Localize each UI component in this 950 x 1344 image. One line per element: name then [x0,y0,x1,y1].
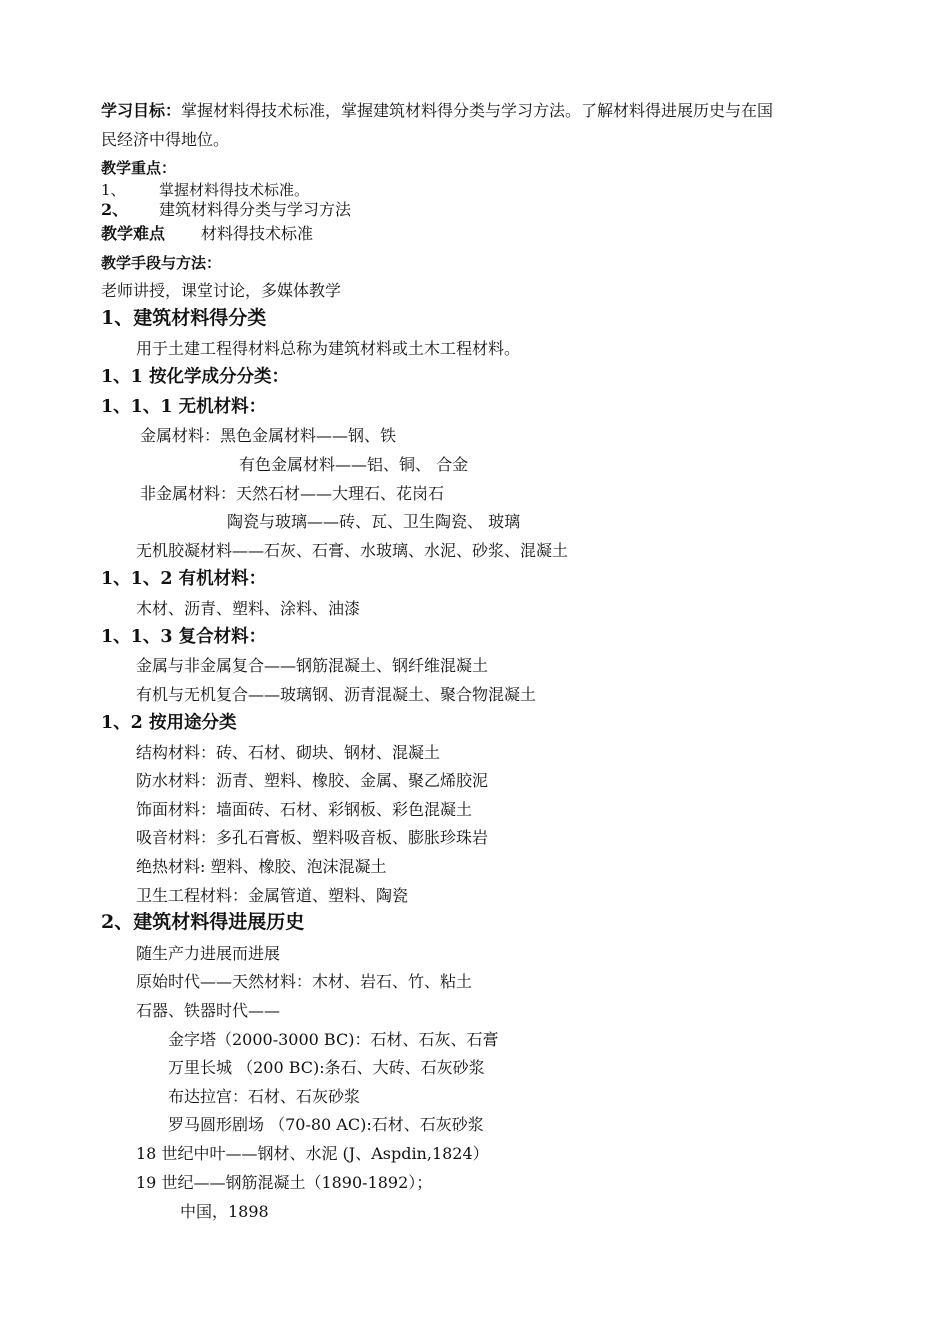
use-item-insulation: 绝热材料: 塑料、橡胶、泡沫混凝土 [136,857,387,876]
ancient-potala: 布达拉宫：石材、石灰砂浆 [168,1087,361,1106]
difficulty-label: 教学难点 [101,224,166,243]
inorganic-item-nonferrous: 有色金属材料——铝、铜、 合金 [239,455,469,474]
use-item-acoustic: 吸音材料：多孔石膏板、塑料吸音板、膨胀珍珠岩 [136,828,489,847]
methods-label: 教学手段与方法： [101,254,222,272]
ancient-great-wall: 万里长城 （200 BC):条石、大砖、石灰砂浆 [168,1058,485,1077]
ancient-colosseum: 罗马圆形剧场 （70-80 AC):石材、石灰砂浆 [168,1115,484,1134]
objectives-line-1 [101,101,773,121]
key-point-text: 建筑材料得分类与学习方法 [159,200,352,219]
inorganic-item-ceramic: 陶瓷与玻璃——砖、瓦、卫生陶瓷、 玻璃 [227,512,521,531]
section-1-intro: 用于土建工程得材料总称为建筑材料或土木工程材料。 [136,339,521,358]
modern-18th-century: 18 世纪中叶——钢材、水泥 (J、Aspdin,1824） [136,1144,489,1163]
composite-item-1: 金属与非金属复合——钢筋混凝土、钢纤维混凝土 [136,656,489,675]
key-point-item-2 [101,200,351,220]
history-line-1: 随生产力进展而进展 [136,944,281,963]
use-item-finishing: 饰面材料：墙面砖、石材、彩钢板、彩色混凝土 [136,800,473,819]
modern-19th-century: 19 世纪——钢筋混凝土（1890-1892）； [136,1173,433,1192]
history-line-2: 原始时代——天然材料：木材、岩石、竹、粘土 [136,972,473,991]
difficulty-line [101,224,313,244]
ancient-pyramid: 金字塔（2000-3000 BC)：石材、石灰、石膏 [168,1030,499,1049]
section-1-title: 1、建筑材料得分类 [101,307,267,329]
composite-item-2: 有机与无机复合——玻璃钢、沥青混凝土、聚合物混凝土 [136,685,537,704]
organic-items: 木材、沥青、塑料、涂料、油漆 [136,599,361,618]
section-2-title: 2、建筑材料得进展历史 [101,911,305,933]
inorganic-item-metal: 金属材料：黑色金属材料——钢、铁 [140,426,397,445]
objectives-line-2: 民经济中得地位。 [101,130,230,149]
key-point-text: 掌握材料得技术标准。 [159,181,310,199]
key-points-label: 教学重点： [101,159,177,177]
use-item-sanitary: 卫生工程材料：金属管道、塑料、陶瓷 [136,886,409,905]
china-year: 中国，1898 [180,1202,269,1221]
use-item-waterproof: 防水材料：沥青、塑料、橡胶、金属、聚乙烯胶泥 [136,771,489,790]
history-line-3: 石器、铁器时代—— [136,1001,281,1020]
methods-text: 老师讲授，课堂讨论，多媒体教学 [101,281,342,300]
organic-title: 1、1、2 有机材料： [101,569,267,589]
key-point-num: 2、 [101,200,129,219]
key-point-item-1 [101,180,309,200]
inorganic-item-binder: 无机胶凝材料——石灰、石膏、水玻璃、水泥、砂浆、混凝土 [136,541,569,560]
chem-classification-title: 1、1 按化学成分分类： [101,367,289,387]
use-item-structural: 结构材料：砖、石材、砌块、钢材、混凝土 [136,743,441,762]
inorganic-item-nonmetal: 非金属材料：天然石材——大理石、花岗石 [140,484,445,503]
difficulty-text: 材料得技术标准 [201,224,314,243]
key-point-num: 1、 [101,181,126,199]
inorganic-title: 1、1、1 无机材料： [101,397,267,417]
objectives-text-1: 掌握材料得技术标准，掌握建筑材料得分类与学习方法。了解材料得进展历史与在国 [181,101,774,120]
use-classification-title: 1、2 按用途分类 [101,713,237,733]
objectives-label: 学习目标： [101,101,182,120]
composite-title: 1、1、3 复合材料： [101,627,267,647]
